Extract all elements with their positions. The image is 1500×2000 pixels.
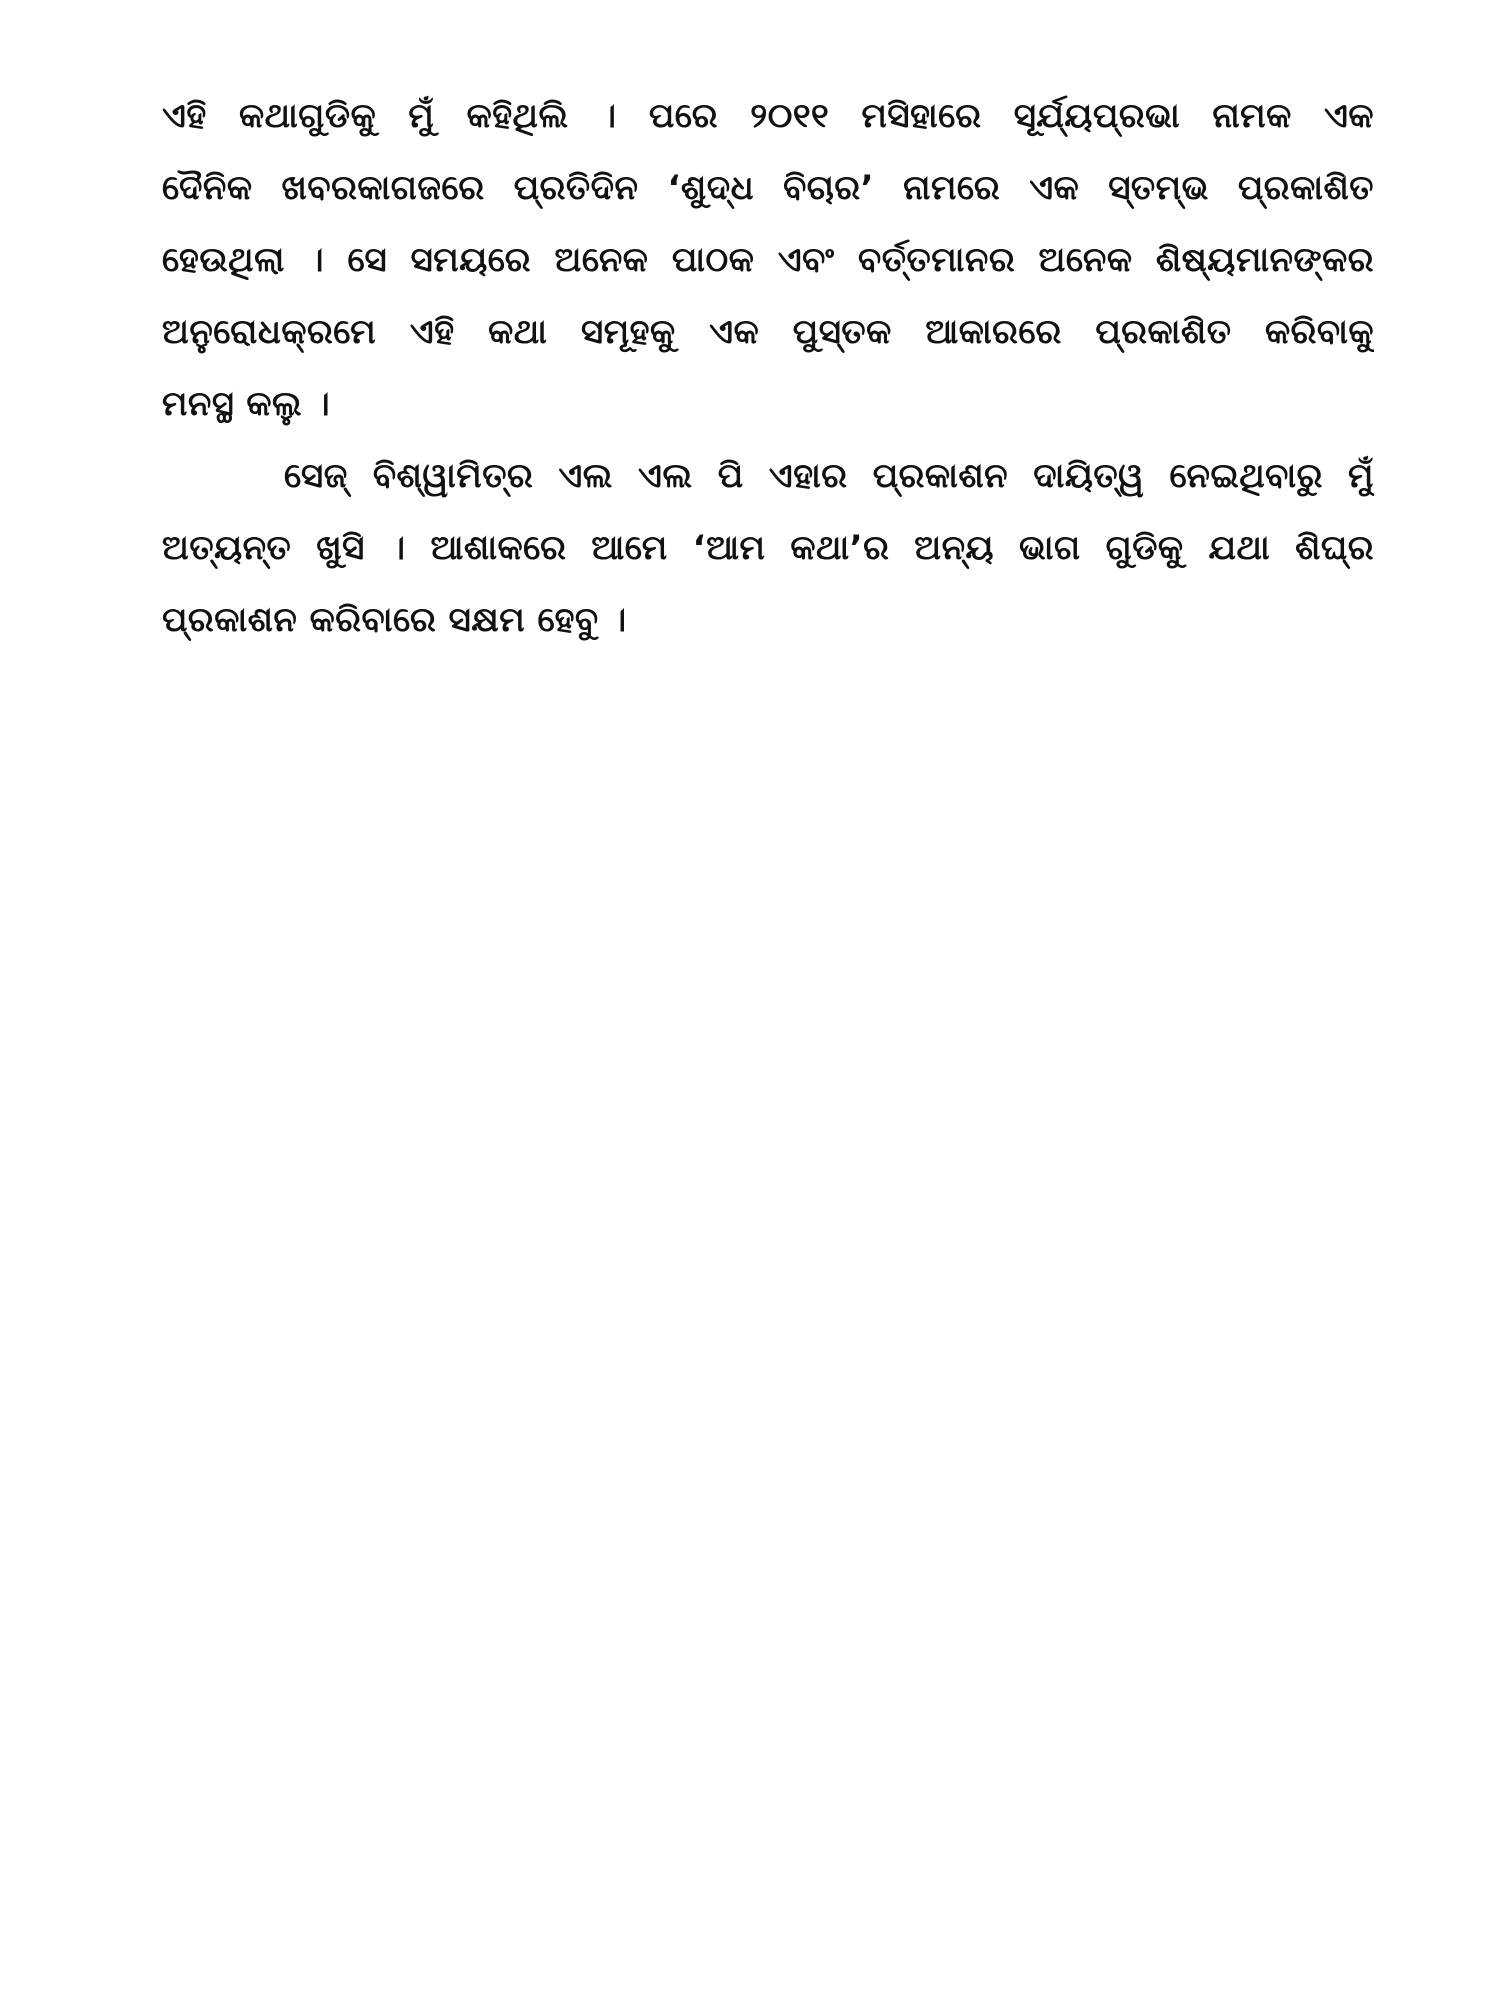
text-line: ଅତ୍ୟନ୍ତ ଖୁସି । ଆଶାକରେ ଆମେ ‘ଆମ କଥା’ର ଅନ୍ୟ ଭାଗ ଗୁଡିକୁ ଯଥା ଶିଘ୍ର [162,528,1374,568]
paragraph-2 [162,440,1374,656]
text-line: ଦୈନିକ ଖବରକାଗଜରେ ପ୍ରତିଦିନ ‘ଶୁଦ୍ଧ ବିଚାର’ ନାମରେ ଏକ ସ୍ତମ୍ଭ ପ୍ରକାଶିତ [162,168,1374,208]
text-line: ପ୍ରକାଶନ କରିବାରେ ସକ୍ଷମ ହେବୁ । [162,600,627,640]
body-text [162,80,1374,656]
text-line: ଏହି କଥାଗୁଡିକୁ ମୁଁ କହିଥିଲି । ପରେ ୨୦୧୧ ମସିହାରେ ସୂର୍ଯ୍ୟପ୍ରଭା ନାମକ ଏକ [162,96,1374,136]
text-line: ମନସ୍ଥ କଲୁ । [162,384,331,424]
paragraph-1 [162,80,1374,440]
text-line: ଅନୁରୋଧକ୍ରମେ ଏହି କଥା ସମୂହକୁ ଏକ ପୁସ୍ତକ ଆକାରରେ ପ୍ରକାଶିତ କରିବାକୁ [162,312,1374,352]
text-line: ହେଉଥିଲା । ସେ ସମୟରେ ଅନେକ ପାଠକ ଏବଂ ବର୍ତ୍ତମାନର ଅନେକ ଶିଷ୍ୟମାନଙ୍କର [162,240,1374,280]
text-line: ସେଜ୍ ବିଶ୍ୱାମିତ୍ର ଏଲ ଏଲ ପି ଏହାର ପ୍ରକାଶନ ଦାୟିତ୍ୱ ନେଇଥିବାରୁ ମୁଁ [284,456,1374,496]
